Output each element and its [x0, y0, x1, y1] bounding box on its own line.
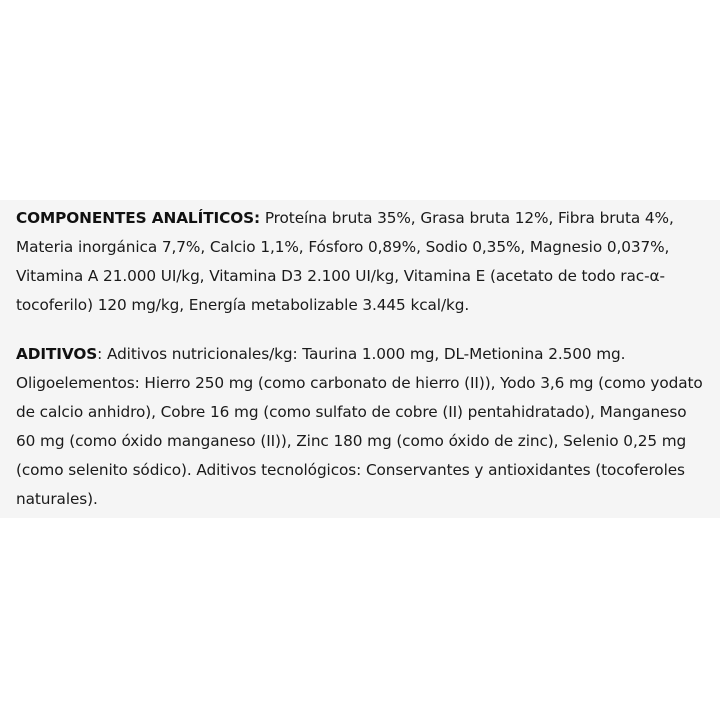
additives-text: : Aditivos nutricionales/kg: Taurina 1.000 mg, DL-Metionina 2.500 mg. Oligoelementos: Hierro 250 mg (como carbonato de hierro (II)), Yodo 3,6 mg (como yodato de calcio anhidro), Cobre 16 mg (como sulfato de cobre (II) pentahidratado), Manganeso 60 mg (como óxido manganeso (II)), Zinc 180 mg (como óxido de zinc), Selenio 0,25 mg (como selenito sódico). Aditivos tecnológicos: Conservantes y antioxidantes (tocoferoles naturales).	[16, 345, 703, 508]
product-composition-panel	[0, 200, 720, 518]
analytical-components-paragraph	[16, 204, 706, 320]
analytical-components-label: COMPONENTES ANALÍTICOS:	[16, 209, 261, 227]
additives-paragraph	[16, 340, 706, 514]
analytical-components-text: Proteína bruta 35%, Grasa bruta 12%, Fibra bruta 4%, Materia inorgánica 7,7%, Calcio 1,1%, Fósforo 0,89%, Sodio 0,35%, Magnesio 0,037%, Vitamina A 21.000 UI/kg, Vitamina D3 2.100 UI/kg, Vitamina E (acetato de todo rac-α-tocoferilo) 120 mg/kg, Energía metabolizable 3.445 kcal/kg.	[16, 209, 674, 314]
additives-label: ADITIVOS	[16, 345, 98, 363]
